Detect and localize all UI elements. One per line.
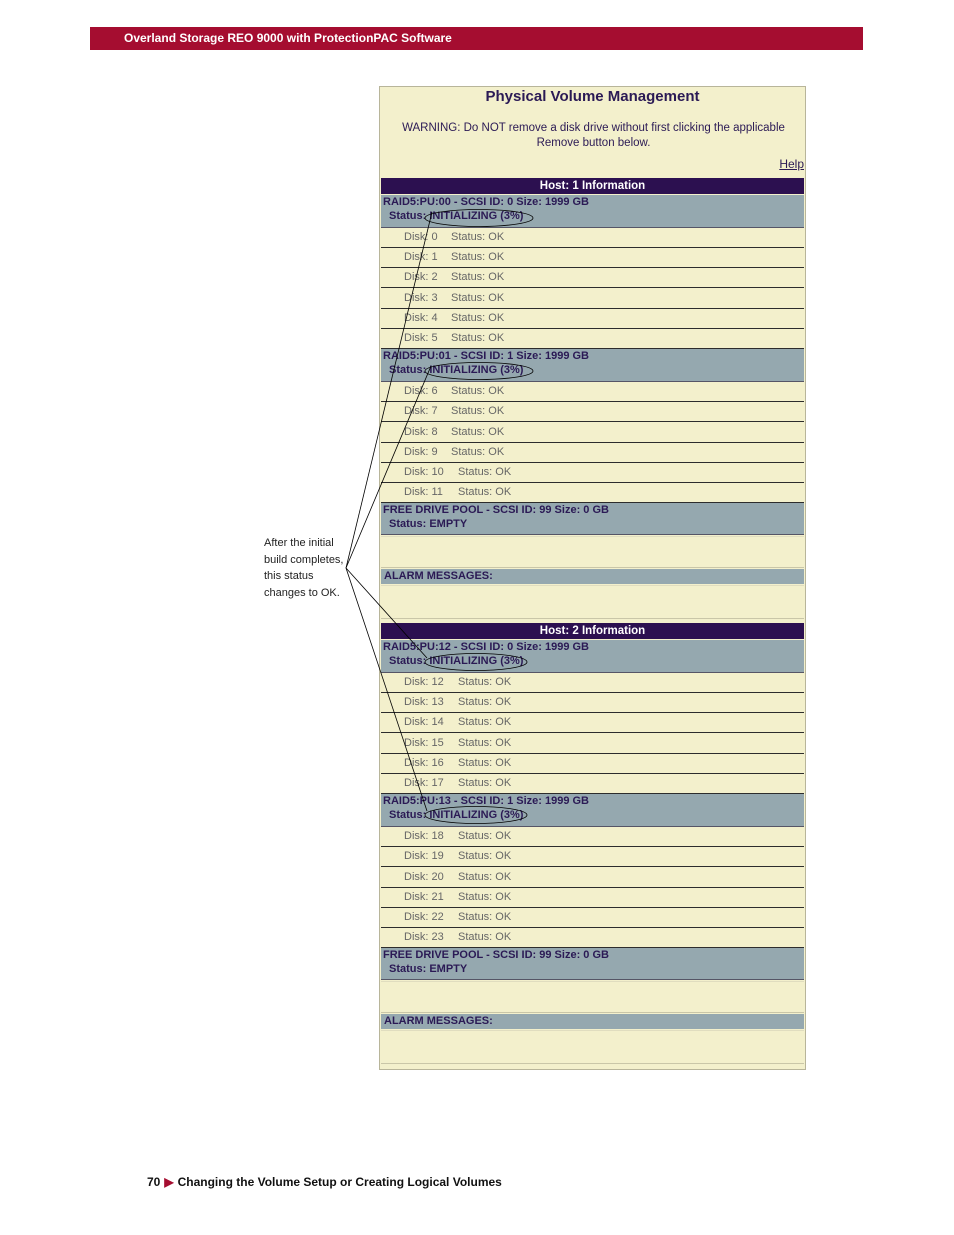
- disk-status: Status: OK: [458, 850, 512, 863]
- disk-number: Disk: 10: [404, 466, 444, 478]
- disk-status: Status: OK: [451, 271, 505, 284]
- volume-status: Status: INITIALIZING (3%): [389, 210, 524, 222]
- disk-number: Disk: 21: [404, 890, 444, 903]
- volume-id: RAID5:PU:01 - SCSI ID: 1 Size: 1999 GB: [383, 350, 590, 363]
- disk-status: Status: OK: [458, 830, 512, 843]
- status-highlight-3: [425, 654, 527, 671]
- pool-status: Status: EMPTY: [389, 963, 468, 976]
- status-highlight-2: [425, 363, 533, 380]
- disk-number: Disk: 2: [404, 271, 438, 284]
- disk-number: Disk: 8: [404, 425, 438, 438]
- volume-status: Status: INITIALIZING (3%): [389, 364, 524, 377]
- disk-status: Status: OK: [451, 311, 505, 324]
- alarm-label: ALARM MESSAGES:: [384, 570, 493, 583]
- leader-line-3: [346, 568, 427, 658]
- disk-number: Disk: 5: [404, 332, 438, 344]
- disk-number: Disk: 15: [404, 736, 444, 749]
- disk-number: Disk: 20: [404, 870, 444, 883]
- disk-status: Status: OK: [458, 676, 512, 688]
- disk-status: Status: OK: [451, 445, 505, 458]
- disk-status: Status: OK: [458, 870, 512, 883]
- footer-section-title: Changing the Volume Setup or Creating Logical Volumes: [177, 1175, 502, 1189]
- disk-number: Disk: 6: [404, 385, 438, 398]
- warning-text: WARNING: Do NOT remove a disk drive without first clicking the applicable Remove button below.: [402, 122, 785, 149]
- disk-number: Disk: 13: [404, 696, 444, 709]
- disk-status: Status: OK: [458, 777, 512, 789]
- disk-number: Disk: 16: [404, 756, 444, 769]
- disk-number: Disk: 1: [404, 251, 438, 264]
- disk-number: Disk: 3: [404, 291, 438, 304]
- pool-id: FREE DRIVE POOL - SCSI ID: 99 Size: 0 GB: [383, 504, 609, 517]
- volume-id: RAID5:PU:00 - SCSI ID: 0 Size: 1999 GB: [383, 196, 590, 208]
- leader-line-4: [346, 568, 427, 811]
- host-label: Host: 2 Information: [539, 625, 646, 637]
- disk-status: Status: OK: [451, 251, 505, 264]
- volume-id: RAID5:PU:13 - SCSI ID: 1 Size: 1999 GB: [383, 795, 590, 808]
- status-highlight-1: [425, 210, 533, 227]
- disk-status: Status: OK: [458, 931, 512, 944]
- status-highlight-4: [425, 807, 527, 824]
- disk-number: Disk: 23: [404, 931, 444, 944]
- page-footer: [147, 1175, 502, 1189]
- leader-line-1: [346, 212, 432, 568]
- disk-status: Status: OK: [451, 385, 505, 398]
- disk-status: Status: OK: [458, 486, 512, 499]
- disk-status: Status: OK: [451, 405, 505, 418]
- disk-number: Disk: 12: [404, 676, 444, 688]
- disk-status: Status: OK: [458, 716, 512, 729]
- disk-status: Status: OK: [458, 466, 512, 478]
- page-number: 70: [147, 1175, 161, 1189]
- disk-number: Disk: 11: [404, 486, 443, 499]
- disk-status: Status: OK: [458, 911, 512, 923]
- disk-status: Status: OK: [451, 231, 505, 243]
- triangle-right-icon: ▶: [164, 1175, 174, 1189]
- volume-status: Status: INITIALIZING (3%): [389, 655, 524, 667]
- pool-id: FREE DRIVE POOL - SCSI ID: 99 Size: 0 GB: [383, 949, 609, 962]
- volume-status: Status: INITIALIZING (3%): [389, 809, 524, 822]
- volume-id: RAID5:PU:12 - SCSI ID: 0 Size: 1999 GB: [383, 641, 590, 653]
- header-title: Overland Storage REO 9000 with ProtectionPAC Software: [124, 31, 452, 45]
- disk-status: Status: OK: [451, 332, 505, 344]
- disk-number: Disk: 17: [404, 777, 444, 789]
- disk-number: Disk: 4: [404, 311, 438, 324]
- disk-status: Status: OK: [458, 756, 512, 769]
- disk-status: Status: OK: [458, 696, 512, 709]
- disk-number: Disk: 9: [404, 445, 438, 458]
- disk-status: Status: OK: [451, 291, 505, 304]
- panel-title: Physical Volume Management: [485, 88, 700, 105]
- disk-status: Status: OK: [458, 736, 512, 749]
- help-link[interactable]: Help: [779, 157, 804, 171]
- disk-number: Disk: 14: [404, 716, 444, 729]
- alarm-label: ALARM MESSAGES:: [384, 1015, 493, 1028]
- pool-status: Status: EMPTY: [389, 518, 468, 531]
- disk-number: Disk: 22: [404, 911, 444, 923]
- disk-number: Disk: 19: [404, 850, 444, 863]
- host-label: Host: 1 Information: [539, 180, 646, 192]
- disk-status: Status: OK: [451, 425, 505, 438]
- leader-line-2: [346, 366, 431, 568]
- disk-number: Disk: 18: [404, 830, 444, 843]
- disk-number: Disk: 7: [404, 405, 438, 418]
- callout-caption: After the initial build completes, this status changes to OK.: [264, 537, 344, 599]
- disk-number: Disk: 0: [404, 231, 438, 243]
- disk-status: Status: OK: [458, 890, 512, 903]
